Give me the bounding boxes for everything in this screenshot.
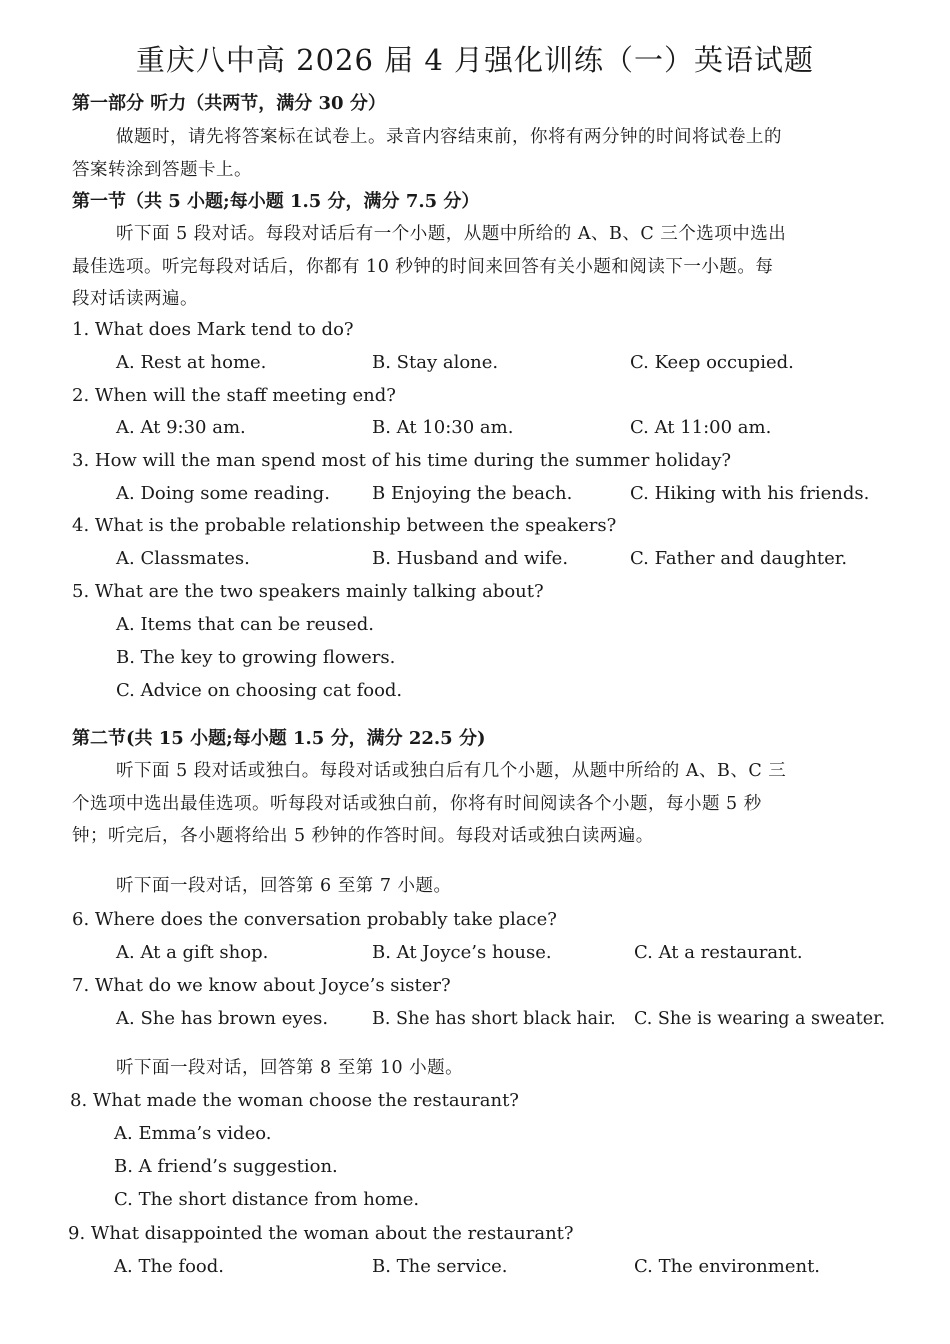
- section2-heading: 第二节(共 15 小题;每小题 1.5 分，满分 22.5 分): [72, 728, 486, 749]
- option-c: C. Father and daughter.: [630, 548, 848, 569]
- option-a: A. Items that can be reused.: [116, 614, 374, 635]
- option-c: C. The short distance from home.: [114, 1189, 420, 1210]
- section1-intro-line: 最佳选项。听完每段对话后，你都有 10 秒钟的时间来回答有关小题和阅读下一小题。每: [72, 257, 774, 277]
- section1-heading: 第一节（共 5 小题;每小题 1.5 分，满分 7.5 分）: [72, 191, 480, 212]
- part1-heading: 第一部分 听力（共两节，满分 30 分）: [72, 93, 386, 114]
- question-text: 2. When will the staff meeting end?: [72, 385, 396, 406]
- option-b: B. Stay alone.: [372, 352, 499, 373]
- option-b: B. At Joyce’s house.: [372, 942, 552, 963]
- option-c: C. Keep occupied.: [630, 352, 794, 373]
- option-b: B. Husband and wife.: [372, 548, 569, 569]
- option-b: B. She has short black hair.: [372, 1009, 616, 1029]
- part1-intro-line: 做题时，请先将答案标在试卷上。录音内容结束前，你将有两分钟的时间将试卷上的: [116, 127, 782, 147]
- question-text: 7. What do we know about Joyce’s sister?: [72, 975, 451, 996]
- section2-intro-line: 个选项中选出最佳选项。听每段对话或独白前，你将有时间阅读各个小题，每小题 5 秒: [72, 794, 762, 814]
- option-a: A. Rest at home.: [116, 352, 267, 373]
- option-a: A. Doing some reading.: [116, 483, 330, 504]
- option-a: A. Emma’s video.: [114, 1123, 272, 1144]
- option-b: B Enjoying the beach.: [372, 483, 573, 504]
- question-text: 8. What made the woman choose the restaurant?: [70, 1090, 519, 1111]
- option-a: A. She has brown eyes.: [116, 1008, 329, 1029]
- section1-intro-line: 听下面 5 段对话。每段对话后有一个小题，从题中所给的 A、B、C 三个选项中选出: [116, 224, 787, 244]
- option-c: C. Hiking with his friends.: [630, 483, 870, 504]
- dialogue-instruction: 听下面一段对话，回答第 8 至第 10 小题。: [116, 1058, 464, 1078]
- option-b: B. The key to growing flowers.: [116, 647, 396, 668]
- option-a: A. At 9:30 am.: [116, 417, 246, 438]
- option-c: C. The environment.: [634, 1256, 821, 1277]
- option-b: B. At 10:30 am.: [372, 417, 514, 438]
- question-text: 4. What is the probable relationship between the speakers?: [72, 515, 617, 536]
- option-b: B. The service.: [372, 1256, 508, 1277]
- option-a: A. The food.: [114, 1256, 224, 1277]
- dialogue-instruction: 听下面一段对话，回答第 6 至第 7 小题。: [116, 876, 452, 896]
- part1-intro-line: 答案转涂到答题卡上。: [72, 160, 252, 180]
- section2-intro-line: 钟；听完后，各小题将给出 5 秒钟的作答时间。每段对话或独白读两遍。: [72, 826, 654, 846]
- option-a: A. Classmates.: [116, 548, 250, 569]
- question-text: 3. How will the man spend most of his time during the summer holiday?: [72, 450, 732, 471]
- question-text: 5. What are the two speakers mainly talking about?: [72, 581, 544, 602]
- section2-intro-line: 听下面 5 段对话或独白。每段对话或独白后有几个小题，从题中所给的 A、B、C 三: [116, 761, 787, 781]
- option-a: A. At a gift shop.: [116, 942, 269, 963]
- option-c: C. At a restaurant.: [634, 942, 803, 963]
- question-text: 9. What disappointed the woman about the restaurant?: [68, 1223, 574, 1244]
- option-c: C. She is wearing a sweater.: [634, 1009, 886, 1029]
- exam-title: 重庆八中高 2026 届 4 月强化训练（一）英语试题: [135, 43, 815, 77]
- option-c: C. At 11:00 am.: [630, 417, 772, 438]
- option-b: B. A friend’s suggestion.: [114, 1156, 338, 1177]
- question-text: 1. What does Mark tend to do?: [72, 319, 354, 340]
- option-c: C. Advice on choosing cat food.: [116, 680, 403, 701]
- question-text: 6. Where does the conversation probably take place?: [72, 909, 557, 930]
- section1-intro-line: 段对话读两遍。: [72, 289, 198, 309]
